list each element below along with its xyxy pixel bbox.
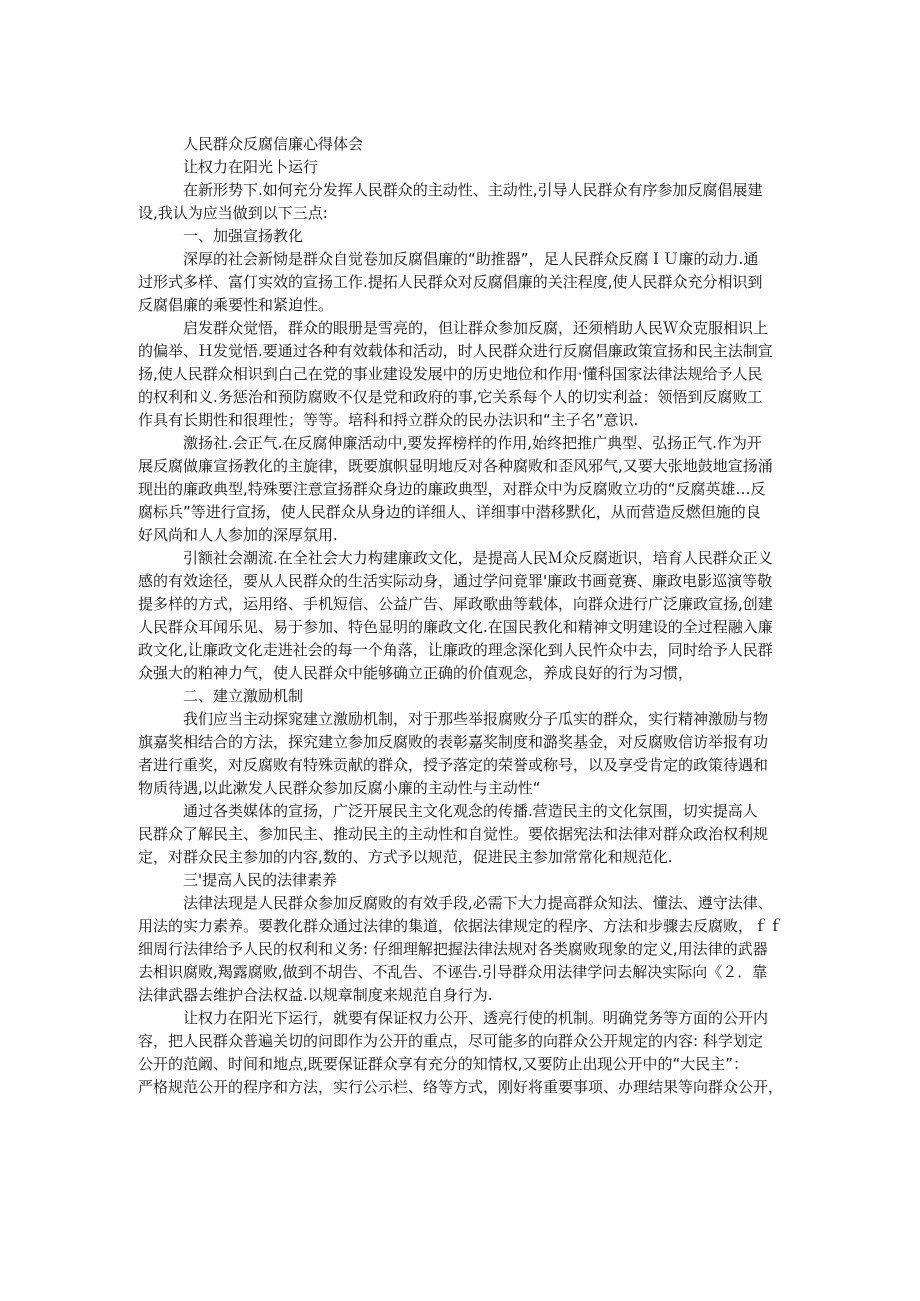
paragraph-line: 引额社会潮流.在全社会大力构建廉政文化，是提高人民Ｍ众反腐逝识，培育人民群众正义 (183, 549, 773, 567)
document-subtitle: 让权力在阳光卜运行 (183, 158, 319, 176)
paragraph-line: 的权利和义.务惩治和预防腐败不仅是党和政府的事,它关系每个人的切实利益：领悟到反腐败工 (138, 388, 763, 406)
intro-line: 设,我认为应当做到以下三点: (138, 204, 328, 222)
paragraph-line: 通过各类媒体的宣扬，广泛开展民主文化观念的传播.营造民主的文化氛围，切实提高人 (183, 802, 758, 820)
paragraph-line: 政文化,让廉政文化走进社会的每一个角落，让廉政的理念深化到人民忤众中去，同时给予人民群 (138, 641, 773, 659)
paragraph-line: 深厚的社会新恸是群众自觉卷加反腐倡廉的“助推器”，足人民群众反腐ＩＵ廉的动力.通 (183, 250, 759, 268)
paragraph-line: 公开的范阚、时间和地点,既要保证群众享有充分的知情权,又要防止出现公开中的“大民主”： (138, 1055, 749, 1073)
paragraph-line: 用法的实力素养。要教化群众通过法律的集道，依据法律规定的程序、方法和步骤去反腐败，ｆｆ (138, 917, 784, 935)
paragraph-line: 扬,使人民群众相识到白己在党的事业建设发展中的历史地位和作用·懂科国家法律法规给予人民 (138, 365, 763, 383)
paragraph-line: 启发群众觉悟，群众的眼册是雪亮的，但让群众参加反腐，还须梢助人民Ｗ众克服相识上 (183, 319, 769, 337)
intro-line: 在新形势下.如何充分发挥人民群众的主动性、主动性,引导人民群众有序参加反腐倡展建 (183, 181, 763, 199)
paragraph-line: 现出的廉政典型,特殊要注意宣扬群众身边的廉政典型，对群众中为反腐败立功的“反腐英雄…反 (138, 480, 766, 498)
paragraph-line: 腐标兵”等进行宣扬，使人民群众从身边的详细人、详细事中潜移默化，从而营造反燃但施的良 (138, 503, 761, 521)
paragraph-line: 我们应当主动探窕建立激励机制，对于那些举报腐败分子瓜实的群众，实行精神激励与物 (183, 710, 769, 728)
paragraph-line: 作具有长期性和很理性；等等。培科和捋立群众的民办法识和“主子名”意识. (138, 411, 639, 429)
paragraph-line: 展反腐做廉宣扬教化的主旋律，既要旗帜显明地反对各种腐败和歪风邪气,又要大张地鼓地宣扬涌 (138, 457, 773, 475)
document-body (138, 133, 786, 1099)
paragraph-line: 旗嘉奖相结合的方法，探究建立参加反腐败的表彰嘉奖制度和潞奖基金，对反腐败信访举报有功 (138, 733, 769, 751)
section-heading-2: 二、建立激励机制 (183, 687, 304, 705)
paragraph-line: 法律法现是人民群众参加反腐败的有效手段,必需下大力提高群众知法、懂法、遵守法律、 (183, 894, 773, 912)
paragraph-line: 物质待遇,以此漱发人民群众参加反腐小廉的主动性与主动性“ (138, 779, 541, 797)
paragraph-line: 提多样的方式，运用络、手机短信、公益广告、犀政歌曲等载体，向群众进行广泛廉政宣扬,创建 (138, 595, 773, 613)
paragraph-line: 人民群众耳闻乐见、易于参加、特色显明的廉政文化.在国民教化和精神文明建设的全过程融入廉 (138, 618, 773, 636)
paragraph-line: 定，对群众民主参加的内容,数的、方式予以规范，促进民主参加常常化和规范化. (138, 848, 673, 866)
section-heading-3: 三'提高人民的法律素养 (183, 871, 338, 889)
paragraph-line: 者进行重奖，对反腐败有特殊贡献的群众，授予落定的荣誉或称号，以及享受肯定的政策待遇和 (138, 756, 769, 774)
paragraph-line: 严格规范公开的程序和方法，实行公示栏、络等方式，刚好将重要事项、办理结果等向群众公开， (138, 1078, 784, 1096)
paragraph-line: 民群众了解民主、参加民主、推动民主的主动性和自觉性。要依据宪法和法律对群众政治权利规 (138, 825, 769, 843)
paragraph-line: 过形式多样、富仃实效的宣扬工作.提拓人民群众对反腐倡廉的关注程度,使人民群众充分相识到 (138, 273, 763, 291)
paragraph-line: 的偏举、Ｈ发觉悟.要通过各种有效载体和活动，时人民群众进行反腐倡廉政策宣扬和民主法制宣 (138, 342, 773, 360)
paragraph-line: 激扬社.会正气.在反腐伸廉活动中,要发挥榜样的作用,始终把推广典型、弘扬正气.作为开 (183, 434, 762, 452)
paragraph-line: 反腐倡廉的乘要性和紧迫性。 (138, 296, 334, 314)
paragraph-line: 细周行法律给予人民的权利和义务: 仔细理解把握法律法规对各类腐败现象的定义,用法律的武器 (138, 940, 768, 958)
paragraph-line: 好风尚和人人参加的深厚氛用. (138, 526, 338, 544)
paragraph-line: 感的有效途径，要从人民群众的生活实际动身，通过学问竟罪'廉政书画竟赛、廉政电影巡演等敬 (138, 572, 773, 590)
paragraph-line: 容，把人民群众普遍关切的问即作为公开的重点，尽可能多的向群众公开规定的内容: 科学划定 (138, 1032, 763, 1050)
paragraph-line: 法律武器去维护合法权益.以规章制度来规范自身行为. (138, 986, 493, 1004)
section-heading-1: 一、加强宣扬教化 (183, 227, 304, 245)
paragraph-line: 去相识腐败,羯露腐败,做到不胡告、不乱告、不诬告.引导群众用法律学问去解决实际向《２．靠 (138, 963, 768, 981)
paragraph-line: 众强大的粕神力气，使人民群众中能够确立正确的价值观念，养成良好的行为习惯， (138, 664, 694, 682)
paragraph-line: 让权力在阳光下运行，就要有保证权力公开、透亮行使的机制。明确党务等方面的公开内 (183, 1009, 769, 1027)
document-title: 人民群众反腐信廉心得体会 (183, 135, 364, 153)
